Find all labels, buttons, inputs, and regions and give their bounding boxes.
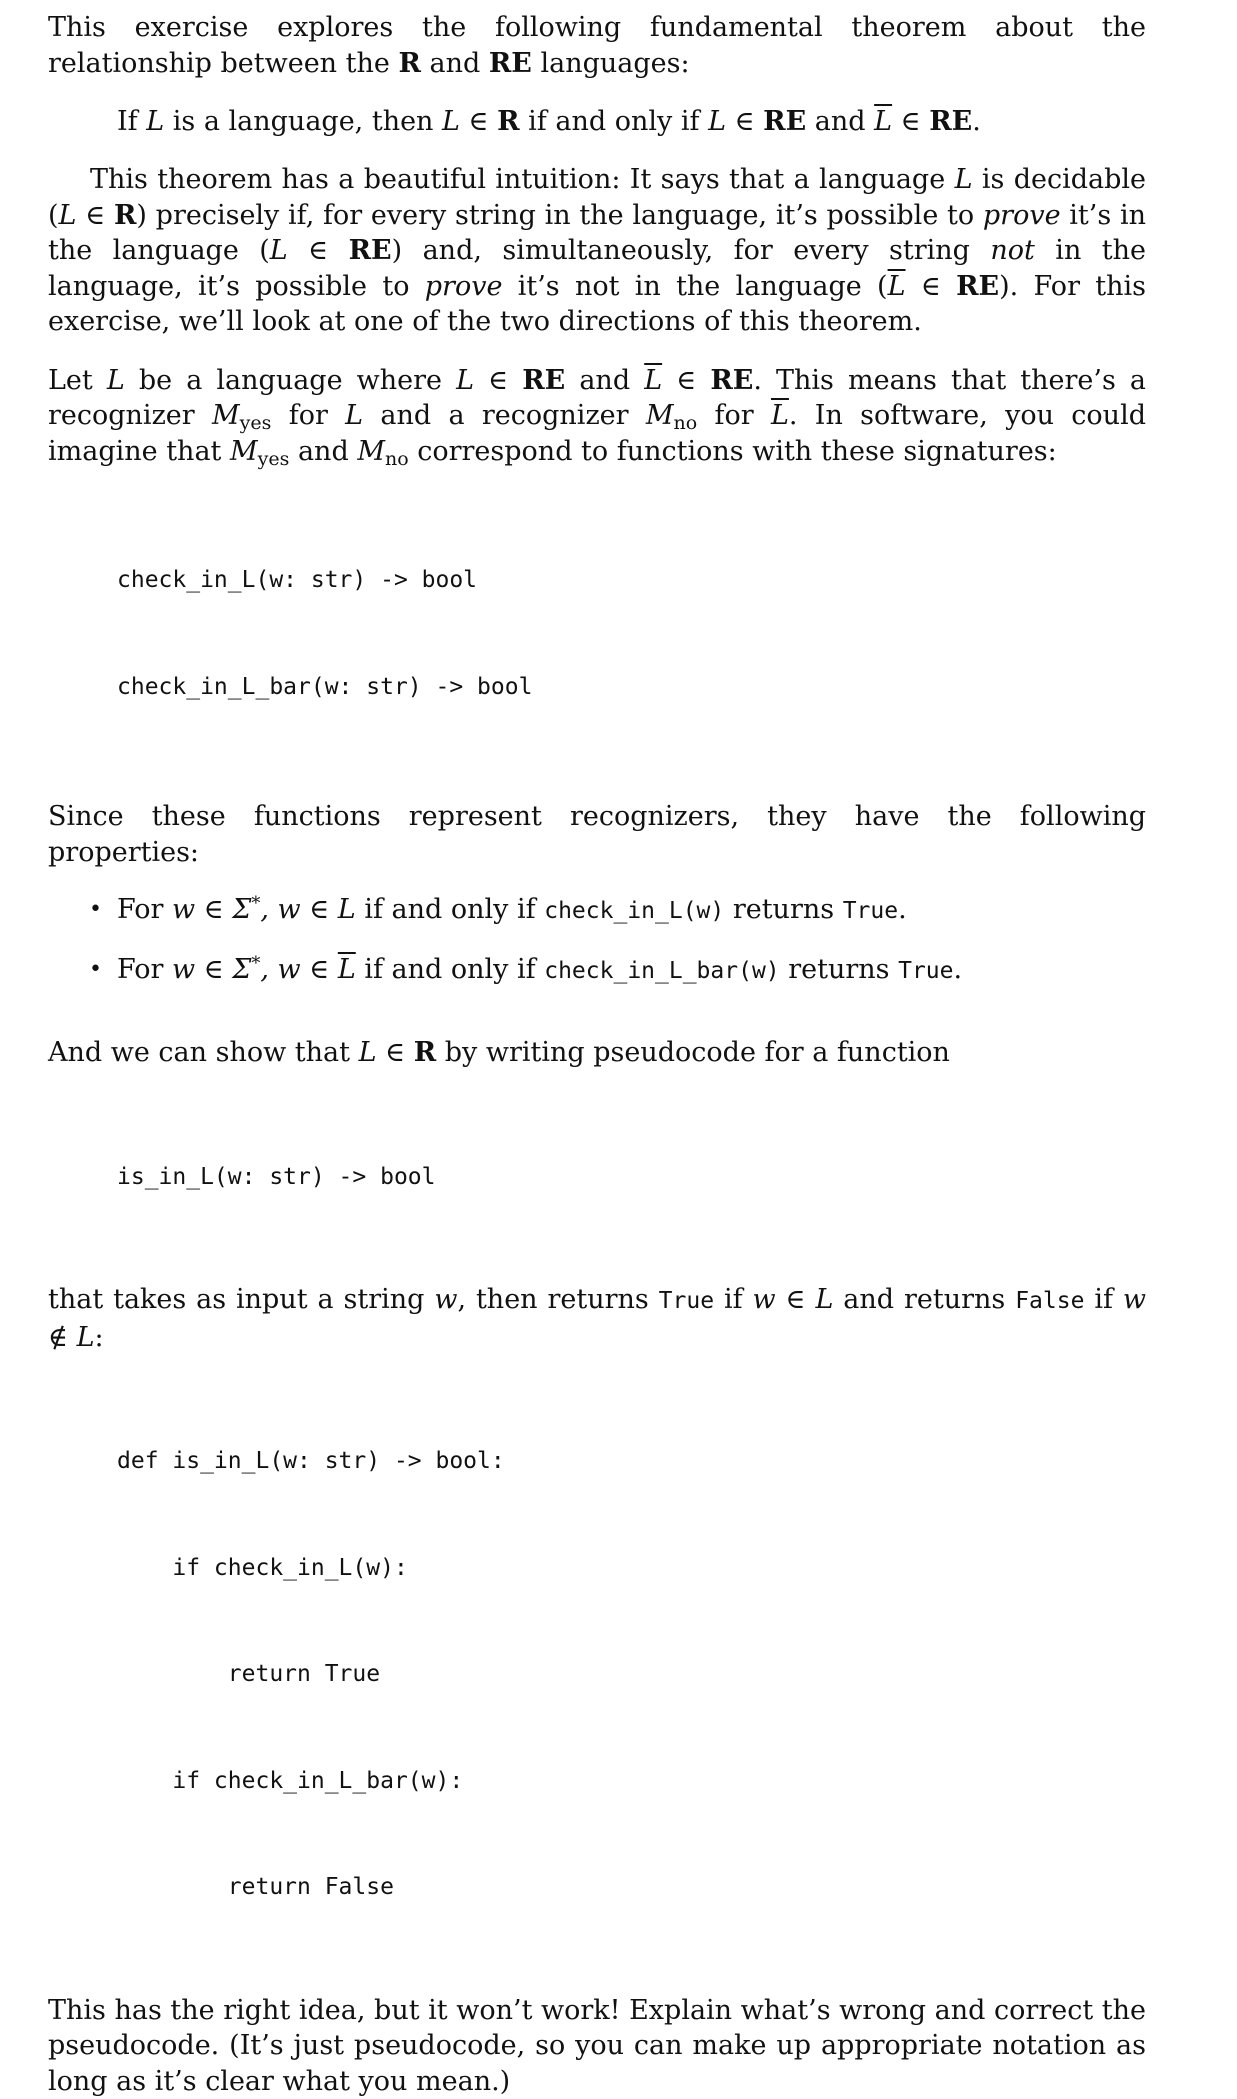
pseudocode-block <box>48 1373 1146 1977</box>
is-in-signature <box>48 1089 1146 1267</box>
math: M <box>357 436 385 467</box>
bullet-icon: • <box>89 952 102 987</box>
math: L ∈ <box>442 106 497 137</box>
text: by writing pseudocode for a function <box>436 1037 950 1068</box>
text: ) and, simultaneously, for every string <box>392 235 991 266</box>
text: This exercise explores the following fundamental theorem about the relationship between the <box>48 12 1146 79</box>
text: correspond to functions with these signatures: <box>409 436 1057 467</box>
math: L <box>345 400 363 431</box>
math-complement: $\overline{L}$ <box>771 400 789 431</box>
class-R: R <box>114 200 136 231</box>
inline-code: True <box>898 958 953 984</box>
math: L ∈ <box>708 106 763 137</box>
code-line: is_in_L(w: str) -> bool <box>117 1160 1146 1196</box>
emphasis: not <box>990 235 1035 266</box>
math: w ∈ Σ <box>172 954 251 985</box>
math: ∈ <box>906 271 957 302</box>
math: L <box>107 365 125 396</box>
math: , w ∈ L <box>260 894 355 925</box>
text: in the language, it’s possible to <box>48 235 1146 302</box>
text: and <box>565 365 644 396</box>
math: L ∈ <box>456 365 522 396</box>
theorem-statement <box>48 104 1146 139</box>
emphasis: prove <box>983 200 1061 231</box>
math: w ∈ Σ <box>172 894 251 925</box>
text: and <box>289 436 357 467</box>
class-RE: RE <box>763 106 806 137</box>
text: if <box>1084 1284 1122 1315</box>
text: for <box>697 400 771 431</box>
text: returns <box>780 954 898 985</box>
class-R: R <box>414 1037 436 1068</box>
math: ∈ <box>662 365 710 396</box>
exercise-page <box>48 10 1146 2099</box>
text: Let <box>48 365 107 396</box>
math: L <box>955 164 973 195</box>
math: M <box>646 400 674 431</box>
text: , then returns <box>457 1284 658 1315</box>
text: and <box>806 106 874 137</box>
subscript: yes <box>240 412 272 434</box>
emphasis: prove <box>425 271 503 302</box>
takes-paragraph <box>48 1282 1146 1355</box>
text: : <box>95 1322 104 1353</box>
text: it’s not in the language ( <box>502 271 887 302</box>
show-paragraph <box>48 1035 1146 1071</box>
inline-code: False <box>1015 1288 1084 1314</box>
text: if and only if <box>356 894 544 925</box>
code-line: check_in_L(w: str) -> bool <box>117 563 1146 599</box>
text: is decidable ( <box>48 164 1146 231</box>
properties-list <box>48 892 1146 989</box>
class-RE: RE <box>489 48 532 79</box>
math-complement: $\overline{L}$ <box>874 106 892 137</box>
bullet-icon: • <box>89 892 102 927</box>
math: , w ∈ <box>260 954 337 985</box>
inline-code: True <box>659 1288 714 1314</box>
class-RE: RE <box>929 106 972 137</box>
math-complement: $\overline{L}$ <box>338 954 356 985</box>
inline-code: True <box>843 898 898 924</box>
class-R: R <box>398 48 420 79</box>
inline-code: check_in_L_bar(w) <box>544 958 779 984</box>
inline-code: check_in_L(w) <box>544 898 724 924</box>
properties-intro: Since these functions represent recognizers, they have the following properties: <box>48 799 1146 870</box>
text: This theorem has a beautiful intuition: It says that a language <box>90 164 955 195</box>
code-line: if check_in_L(w): <box>117 1551 1146 1587</box>
text: and a recognizer <box>363 400 646 431</box>
text: if and only if <box>356 954 544 985</box>
text: and returns <box>833 1284 1015 1315</box>
intuition-paragraph <box>48 162 1146 340</box>
list-item <box>48 952 1146 990</box>
code-line: return True <box>117 1657 1146 1693</box>
text: . <box>953 954 962 985</box>
text: . <box>898 894 907 925</box>
math-complement: $\overline{L}$ <box>644 365 662 396</box>
math: L <box>146 106 164 137</box>
math: ∈ <box>892 106 929 137</box>
text: if <box>714 1284 752 1315</box>
class-RE: RE <box>956 271 999 302</box>
text: ) precisely if, for every string in the language, it’s possible to <box>136 200 982 231</box>
text: . <box>972 106 981 137</box>
text: And we can show that <box>48 1037 359 1068</box>
code-line: check_in_L_bar(w: str) -> bool <box>117 670 1146 706</box>
text: For <box>117 894 172 925</box>
class-R: R <box>497 106 519 137</box>
text: For <box>117 954 172 985</box>
text: ). For this exercise, we’ll look at one of the two directions of this theorem. <box>48 271 1146 338</box>
subscript: no <box>385 448 409 470</box>
math: w ∉ L <box>48 1284 1146 1353</box>
math: L ∈ <box>270 235 349 266</box>
math-complement: $\overline{L}$ <box>888 271 906 302</box>
text: if and only if <box>520 106 708 137</box>
math: M <box>212 400 240 431</box>
intro-paragraph <box>48 10 1146 81</box>
class-RE: RE <box>710 365 753 396</box>
math: w ∈ L <box>753 1284 834 1315</box>
text: returns <box>724 894 842 925</box>
subscript: no <box>674 412 698 434</box>
class-RE: RE <box>349 235 392 266</box>
text: If <box>117 106 146 137</box>
superscript: * <box>251 893 260 914</box>
code-line: def is_in_L(w: str) -> bool: <box>117 1444 1146 1480</box>
text: languages: <box>532 48 690 79</box>
subscript: yes <box>258 448 290 470</box>
text: and <box>421 48 489 79</box>
code-line: if check_in_L_bar(w): <box>117 1764 1146 1800</box>
closing-paragraph: This has the right idea, but it won’t work! Explain what’s wrong and correct the pseudocode. (It’s just pseudocode, so you can make up appropriate notation as long as it’s clear what you mean.) <box>48 1993 1146 2099</box>
text: that takes as input a string <box>48 1284 434 1315</box>
text: . In software, you could imagine that <box>48 400 1146 467</box>
setup-paragraph <box>48 363 1146 470</box>
class-RE: RE <box>522 365 565 396</box>
code-line: return False <box>117 1870 1146 1906</box>
text: is a language, then <box>164 106 442 137</box>
math: L ∈ <box>59 200 114 231</box>
superscript: * <box>251 953 260 974</box>
signature-code-block <box>48 492 1146 776</box>
text: . This means that there’s a recognizer <box>48 365 1146 432</box>
math: w <box>434 1284 457 1315</box>
text: for <box>271 400 345 431</box>
text: it’s in the language ( <box>48 200 1146 267</box>
text: be a language where <box>125 365 456 396</box>
math: M <box>230 436 258 467</box>
list-item <box>48 892 1146 930</box>
math: L ∈ <box>359 1037 414 1068</box>
